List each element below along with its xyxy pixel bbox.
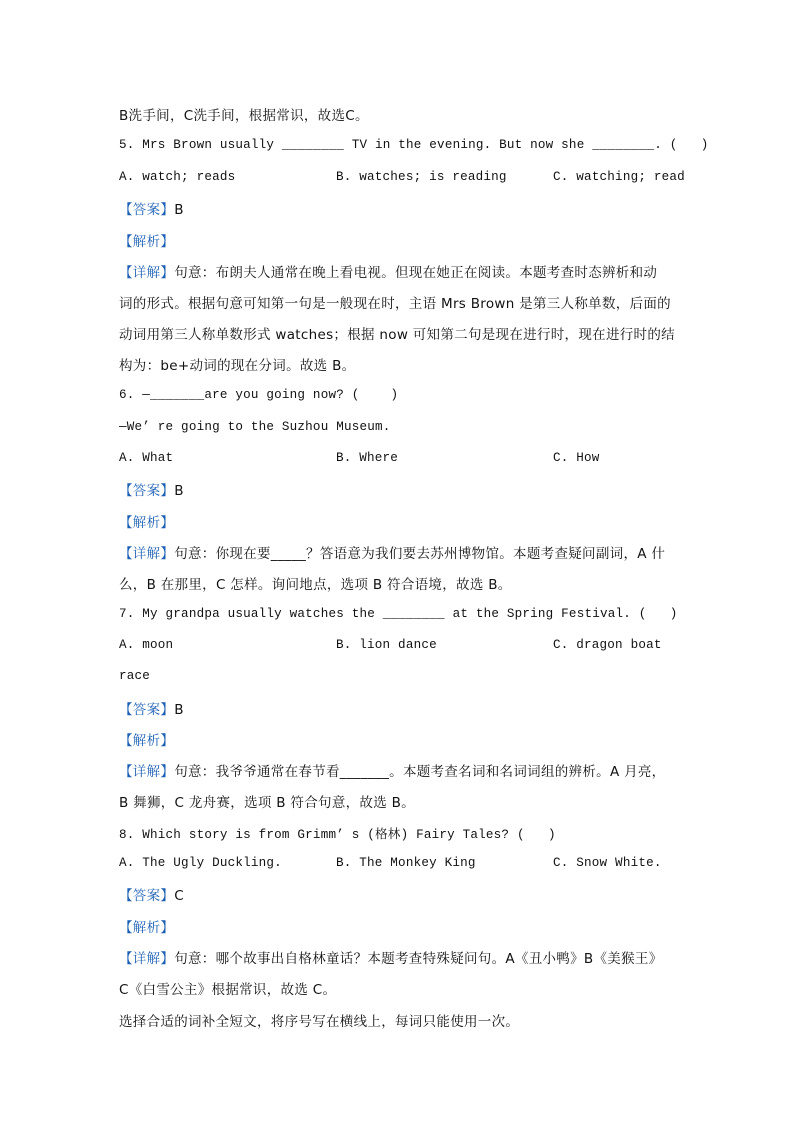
q5-detail-text-1: 句意：布朗夫人通常在晚上看电视。但现在她正在阅读。本题考查时态辨析和动 [174,265,658,281]
detail-tag: 【详解】 [119,546,175,562]
q8-option-c: C. Snow White. [553,856,662,870]
section-instruction: 选择合适的词补全短文，将序号写在横线上，每词只能使用一次。 [119,1014,520,1030]
q8-question: 8. Which story is from Grimm’ s (格林) Fairy Tales? ( ) [119,828,556,842]
q7-option-c: C. dragon boat [553,638,662,652]
q5-answer: B [174,202,184,218]
q6-detail-line-2: 么，B 在那里，C 怎样。询问地点，选项 B 符合语境，故选 B。 [119,577,512,593]
q5-question: 5. Mrs Brown usually ________ TV in the evening. But now she ________. ( ) [119,138,709,152]
q6-question: 6. —_______are you going now? ( ) [119,388,399,402]
q7-option-c-wrap: race [119,669,151,683]
q5-option-c: C. watching; read [553,170,685,184]
q7-option-a: A. moon [119,638,174,652]
answer-tag: 【答案】 [119,483,175,499]
answer-tag: 【答案】 [119,888,175,904]
q7-detail-text-1: 句意：我爷爷通常在春节看_______。本题考查名词和名词词组的辨析。A 月亮， [174,764,666,780]
answer-tag: 【答案】 [119,202,175,218]
detail-tag: 【详解】 [119,265,175,281]
q7-answer: B [174,702,184,718]
q5-detail-line-4: 构为：be+动词的现在分词。故选 B。 [119,358,356,374]
q5-detail-line-3: 动词用第三人称单数形式 watches；根据 now 可知第二句是现在进行时，现在进行时的结 [119,327,675,343]
q5-detail-line-1 [119,261,657,281]
q7-analysis-tag: 【解析】 [119,733,175,749]
q8-detail-line-2: C《白雪公主》根据常识，故选 C。 [119,982,337,998]
q6-detail-line-1 [119,542,665,562]
q5-option-b: B. watches; is reading [336,170,507,184]
q7-option-b: B. lion dance [336,638,437,652]
q5-answer-line [119,198,184,218]
detail-tag: 【详解】 [119,764,175,780]
q6-reply: —We’ re going to the Suzhou Museum. [119,420,391,434]
answer-tag: 【答案】 [119,702,175,718]
q8-detail-text-1: 句意：哪个故事出自格林童话？本题考查特殊疑问句。A《丑小鸭》B《美猴王》 [174,951,663,967]
detail-tag: 【详解】 [119,951,175,967]
q4-explanation-tail: B洗手间，C洗手间，根据常识，故选C。 [119,108,369,124]
q7-answer-line [119,698,184,718]
q6-detail-text-1: 句意：你现在要_____？答语意为我们要去苏州博物馆。本题考查疑问副词，A 什 [174,546,666,562]
q5-detail-line-2: 词的形式。根据句意可知第一句是一般现在时，主语 Mrs Brown 是第三人称单数，后面的 [119,296,671,312]
q6-answer-line [119,479,184,499]
q8-analysis-tag: 【解析】 [119,920,175,936]
q5-option-a: A. watch; reads [119,170,236,184]
q8-detail-line-1 [119,947,663,967]
q6-option-b: B. Where [336,451,399,465]
q6-option-c: C. How [553,451,600,465]
q8-option-a: A. The Ugly Duckling. [119,856,282,870]
q7-detail-line-1 [119,760,665,780]
q6-analysis-tag: 【解析】 [119,515,175,531]
q6-option-a: A. What [119,451,174,465]
q7-question: 7. My grandpa usually watches the ________ at the Spring Festival. ( ) [119,607,678,621]
q8-answer-line [119,884,184,904]
q5-analysis-tag: 【解析】 [119,234,175,250]
q6-answer: B [174,483,184,499]
q8-answer: C [174,888,184,904]
q8-option-b: B. The Monkey King [336,856,476,870]
q7-detail-line-2: B 舞狮，C 龙舟赛，选项 B 符合句意，故选 B。 [119,795,415,811]
